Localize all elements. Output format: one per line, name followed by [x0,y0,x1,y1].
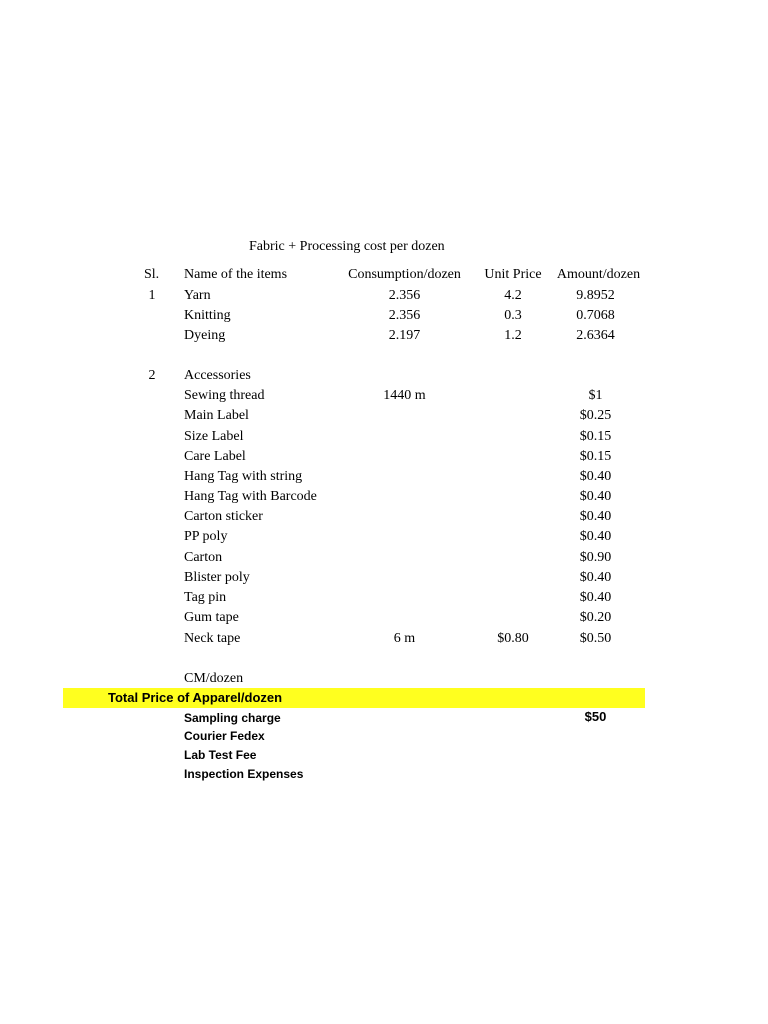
item-unit-price: 0.3 [504,308,522,323]
item-amount: 0.7068 [576,308,615,323]
item-unit-price: 1.2 [504,328,522,343]
item-consumption: 2.356 [388,288,421,303]
sampling-charge-amount: $50 [584,709,607,724]
item-consumption: 1440 m [383,388,426,403]
item-amount: 2.6364 [576,328,615,343]
item-name: Knitting [184,308,231,323]
item-amount: $0.90 [579,550,612,565]
item-unit-price: 4.2 [504,288,522,303]
header-name: Name of the items [184,267,288,282]
sampling-charge-label: Sampling charge [184,711,281,725]
item-name: PP poly [184,529,228,544]
item-name: Carton sticker [184,509,263,524]
item-name: Yarn [184,288,211,303]
cm-dozen-label: CM/dozen [184,671,244,686]
header-unit-price: Unit Price [484,267,542,282]
sheet-title: Fabric + Processing cost per dozen [249,239,445,254]
item-name: Hang Tag with string [184,469,303,484]
item-name: Tag pin [184,590,227,605]
item-name: Gum tape [184,610,239,625]
item-amount: $0.40 [579,489,612,504]
item-consumption: 6 m [393,631,416,646]
fabric-sl: 1 [148,288,156,303]
item-amount: $0.20 [579,610,612,625]
item-name: Neck tape [184,631,241,646]
inspection-expenses-label: Inspection Expenses [184,767,304,781]
item-name: Carton [184,550,223,565]
item-amount: $1 [588,388,603,403]
accessories-label: Accessories [184,368,251,383]
item-amount: $0.15 [579,429,612,444]
item-amount: $0.40 [579,469,612,484]
item-unit-price: $0.80 [497,631,529,646]
accessories-sl: 2 [148,368,156,383]
header-amount: Amount/dozen [556,267,641,282]
header-consumption: Consumption/dozen [348,267,461,282]
item-consumption: 2.197 [388,328,421,343]
item-amount: $0.15 [579,449,612,464]
item-amount: $0.40 [579,590,612,605]
item-amount: $0.40 [579,529,612,544]
item-amount: $0.25 [579,408,612,423]
item-consumption: 2.356 [388,308,421,323]
item-amount: 9.8952 [576,288,615,303]
item-amount: $0.40 [579,570,612,585]
lab-test-fee-label: Lab Test Fee [184,748,257,762]
item-name: Hang Tag with Barcode [184,489,317,504]
item-name: Care Label [184,449,246,464]
item-name: Size Label [184,429,244,444]
item-name: Dyeing [184,328,226,343]
courier-fedex-label: Courier Fedex [184,729,265,743]
item-name: Sewing thread [184,388,265,403]
item-name: Blister poly [184,570,250,585]
item-amount: $0.40 [579,509,612,524]
item-name: Main Label [184,408,249,423]
header-sl: Sl. [144,267,160,282]
item-amount: $0.50 [579,631,612,646]
total-price-label: Total Price of Apparel/dozen [108,690,283,705]
